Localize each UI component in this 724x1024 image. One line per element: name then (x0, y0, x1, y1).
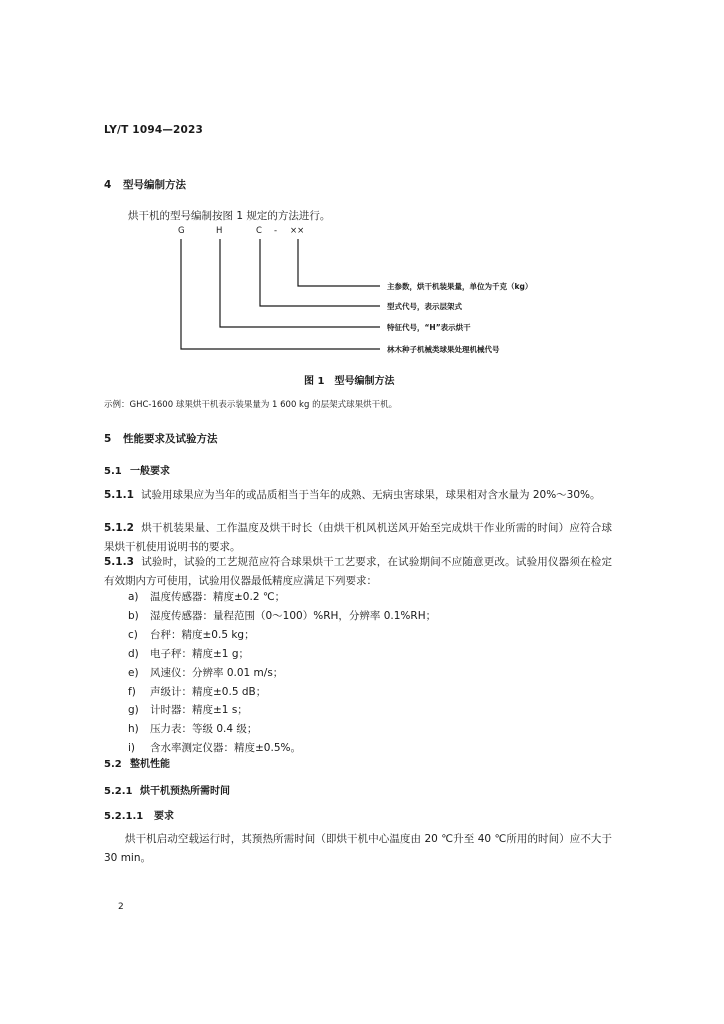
list-item (128, 683, 436, 702)
clause-5-1-3-text: 试验时，试验的工艺规范应符合球果烘干工艺要求，在试验期间不应随意更改。试验用仪器须在检定有效期内方可使用，试验用仪器最低精度应满足下列要求： (104, 556, 612, 587)
list-item (128, 739, 436, 758)
list-item-text: 声级计：精度±0.5 dB； (150, 685, 267, 698)
list-item-label: e) (128, 666, 139, 679)
page-number: 2 (118, 902, 124, 912)
clause-5-1-number: 5.1 (104, 466, 122, 477)
leader-line-type-code (260, 239, 380, 306)
label-feature-code: 特征代号，“H”表示烘干 (387, 323, 471, 332)
list-item (128, 664, 436, 683)
clause-5-2-1-title: 烘干机预热所需时间 (140, 786, 230, 797)
list-item-label: h) (128, 723, 139, 736)
model-code-diagram (0, 0, 724, 400)
list-item-label: a) (128, 591, 139, 603)
label-machine-class-code: 林木种子机械类球果处理机械代号 (387, 345, 500, 354)
leader-line-machine-class-code (181, 239, 380, 349)
list-item-label: g) (128, 704, 139, 717)
list-item-text: 电子秤：精度±1 g； (150, 647, 249, 660)
clause-5-1-1-text: 试验用球果应为当年的或品质相当于当年的成熟、无病虫害球果，球果相对含水量为 20%～30%。 (141, 489, 601, 501)
clause-5-1-1 (104, 486, 612, 505)
label-type-code: 型式代号，表示层架式 (387, 302, 462, 311)
clause-5-2-number: 5.2 (104, 759, 122, 770)
list-item (128, 607, 436, 626)
section-5-number: 5 (104, 433, 112, 445)
clause-5-1-3 (104, 553, 612, 591)
list-item-text: 湿度传感器：量程范围（0～100）%RH，分辨率 0.1%RH； (150, 609, 437, 622)
example-note: 示例：GHC-1600 球果烘干机表示装果量为 1 600 kg 的层架式球果烘干机。 (104, 400, 398, 410)
list-item-text: 计时器：精度±1 s； (150, 704, 248, 717)
clause-5-1-title: 一般要求 (130, 466, 170, 477)
clause-5-2-1-1-title: 要求 (154, 811, 174, 822)
code-char-h: H (216, 226, 223, 236)
list-item-label: i) (128, 742, 136, 755)
list-item-label: f) (128, 685, 136, 698)
standard-number: LY/T 1094—2023 (104, 124, 204, 136)
code-char-xx: ×× (290, 226, 305, 236)
list-item (128, 701, 436, 720)
clause-5-2-1-1-number: 5.2.1.1 (104, 811, 144, 822)
code-char-dash: - (274, 226, 278, 236)
list-item-label: c) (128, 628, 138, 641)
instrument-list (128, 588, 436, 758)
list-item-label: d) (128, 647, 139, 660)
clause-5-2-1-heading (104, 782, 230, 797)
clause-5-1-3-number: 5.1.3 (104, 556, 134, 568)
requirement-paragraph: 烘干机启动空载运行时，其预热所需时间（即烘干机中心温度由 20 ℃升至 40 ℃所用的时间）应不大于 30 min。 (104, 833, 612, 864)
clause-5-1-2 (104, 519, 612, 557)
section-5-heading (104, 431, 218, 446)
leader-line-main-parameter (298, 239, 380, 286)
list-item (128, 720, 436, 739)
list-item-text: 温度传感器：精度±0.2 ℃； (150, 591, 286, 603)
clause-5-1-heading (104, 462, 170, 477)
clause-5-2-1-1-heading (104, 807, 174, 822)
clause-5-2-title: 整机性能 (130, 759, 170, 770)
code-char-c: C (256, 226, 262, 236)
list-item-text: 压力表：等级 0.4 级； (150, 723, 258, 736)
code-char-g: G (178, 226, 185, 236)
section-4-intro: 烘干机的型号编制按图 1 规定的方法进行。 (128, 210, 331, 222)
list-item (128, 645, 436, 664)
clause-5-2-heading (104, 755, 170, 770)
list-item (128, 626, 436, 645)
list-item-text: 台秤：精度±0.5 kg； (150, 628, 255, 641)
section-4-number: 4 (104, 179, 112, 191)
clause-5-1-2-number: 5.1.2 (104, 522, 134, 534)
leader-line-feature-code (220, 239, 380, 327)
clause-5-2-1-number: 5.2.1 (104, 786, 133, 797)
clause-5-1-2-text: 烘干机装果量、工作温度及烘干时长（由烘干机风机送风开始至完成烘干作业所需的时间）应符合球果烘干机使用说明书的要求。 (104, 522, 612, 553)
label-main-parameter: 主参数，烘干机装果量，单位为千克（kg） (387, 282, 533, 291)
list-item-text: 含水率测定仪器：精度±0.5%。 (150, 742, 301, 755)
clause-5-1-1-number: 5.1.1 (104, 489, 134, 501)
section-5-title: 性能要求及试验方法 (123, 433, 218, 445)
list-item-text: 风速仪：分辨率 0.01 m/s； (150, 666, 284, 679)
list-item-label: b) (128, 609, 139, 622)
list-item (128, 588, 436, 607)
section-4-title: 型号编制方法 (123, 179, 186, 191)
figure-caption: 图 1 型号编制方法 (304, 376, 395, 387)
